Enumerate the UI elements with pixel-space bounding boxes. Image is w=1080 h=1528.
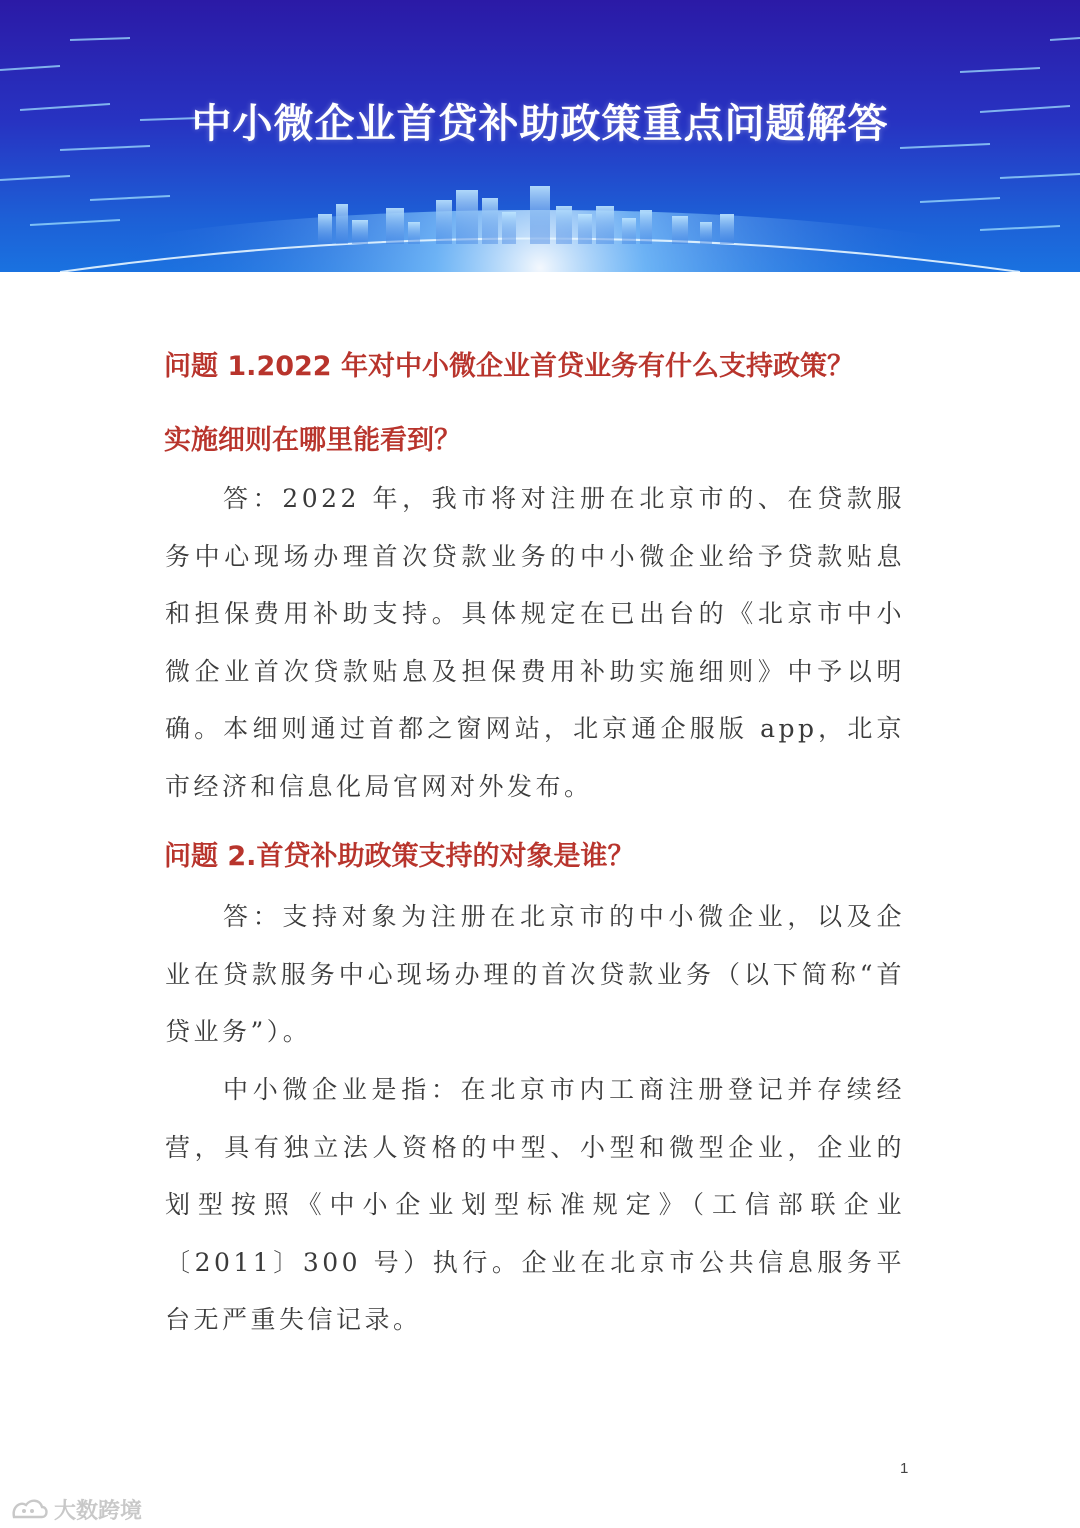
watermark-logo-icon [10,1497,50,1523]
answer-2-paragraph-1: 答：支持对象为注册在北京市的中小微企业，以及企业在贷款服务中心现场办理的首次贷款业务（以下简称“首贷业务”）。 [165,902,905,1047]
watermark-text: 大数跨境 [54,1499,143,1524]
banner-title: 中小微企业首贷补助政策重点问题解答 [191,101,889,147]
page-number: 1 [900,1460,909,1477]
watermark [10,1494,142,1525]
question-1-title-line1: 问题 1.2022 年对中小微企业首贷业务有什么支持政策？ [164,351,854,382]
answer-1-paragraph: 答：2022 年，我市将对注册在北京市的、在贷款服务中心现场办理首次贷款业务的中小微企业给予贷款贴息和担保费用补助支持。具体规定在已出台的《北京市中小微企业首次贷款贴息及担保费用补助实施细则》中予以明确。本细则通过首都之窗网站，北京通企服版 app，北京市经济和信息化局官网对外发布。 [165,484,905,801]
question-1-title-line2: 实施细则在哪里能看到？ [164,425,461,456]
answer-2-paragraph-2: 中小微企业是指：在北京市内工商注册登记并存续经营，具有独立法人资格的中型、小型和微型企业，企业的划型按照《中小企业划型标准规定》（工信部联企业〔2011〕300 号）执行。企业在北京市公共信息服务平台无严重失信记录。 [165,1075,905,1335]
header-banner [0,0,1080,272]
question-2-title: 问题 2.首贷补助政策支持的对象是谁？ [164,841,635,872]
